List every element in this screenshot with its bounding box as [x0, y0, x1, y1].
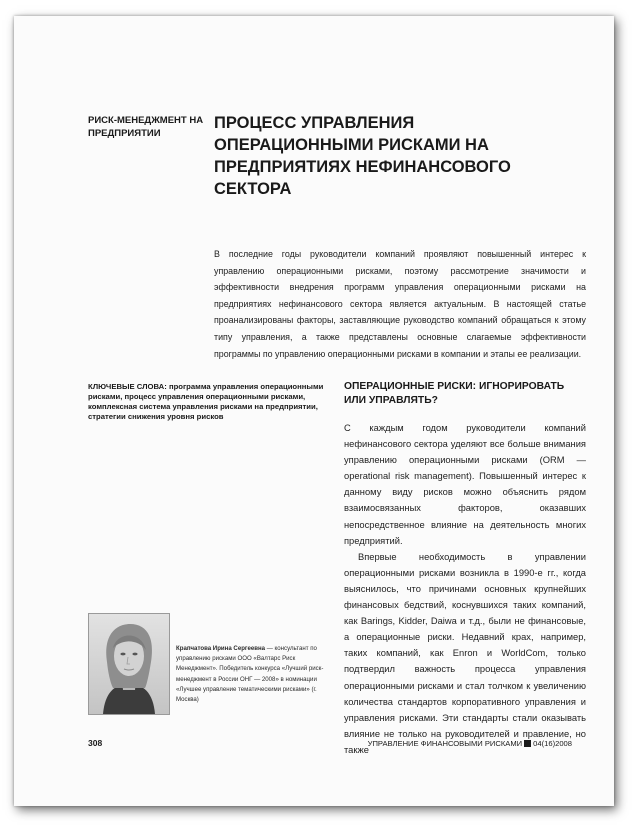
lead-paragraph — [214, 246, 586, 362]
portrait-photo-icon — [89, 614, 169, 714]
article-body — [344, 420, 586, 758]
page-number: 308 — [88, 738, 103, 748]
keywords-text: программа управления операционными рисками, процесс управления операционными рисками, комплексная система управления рисками на предприятии, стратегии снижения уровня рисков — [88, 382, 324, 421]
author-info — [176, 644, 324, 705]
body-paragraph-2: Впервые необходимость в управлении операционными рисками возникла в 1990-е гг., когда выяснилось, что причинами основных крупнейших финансовых бедствий, коснувшихся таких компаний, как Barings, Kidder, Daiwa и т.д., были не финансовые, а операционные риски. Недавний крах, например, таких компаний, как Enron и WorldCom, только подтвердил важность процесса управления операционными рисками и стал толчком к увеличению количества стандартов корпоративного управления и управления рисками. Эти стандарты стали оказывать влияние не только на руководителей и правление, но также — [344, 551, 586, 755]
square-bullet-icon — [524, 740, 531, 747]
journal-name: УПРАВЛЕНИЕ ФИНАНСОВЫМИ РИСКАМИ — [367, 739, 523, 748]
section-heading: ОПЕРАЦИОННЫЕ РИСКИ: ИГНОРИРОВАТЬ ИЛИ УПРАВЛЯТЬ? — [344, 381, 565, 406]
author-photo — [88, 613, 170, 715]
journal-issue: 04(16)2008 — [533, 739, 572, 748]
section-label: РИСК-МЕНЕДЖМЕНТ НА ПРЕДПРИЯТИИ — [88, 115, 204, 139]
author-name: Крапчатова Ирина Сергеевна — [176, 645, 266, 652]
footer-journal — [368, 739, 572, 748]
keywords-block — [88, 382, 324, 422]
author-bio: — консультант по управлению рисками ООО «Валтарс Риск Менеджмент». Победитель конкурса «Лучший риск-менеджмент в России ОНГ — 2008» в номинации «Лучшее управление тематическими рисками» (г. Москва) — [176, 645, 324, 704]
body-paragraph-1: С каждым годом руководители компаний нефинансового сектора уделяют все больше внимания управлению операционными рисками (ORM — operational risk management). Повышенный интерес к данному виду рисков можно объяснить рядом взаимосвязанных факторов, оказавших непосредственное влияние на деятельность многих предприятий. — [344, 423, 586, 546]
keywords-label: КЛЮЧЕВЫЕ СЛОВА: — [88, 382, 167, 391]
lead-text: В последние годы руководители компаний проявляют повышенный интерес к управлению операционными рисками, поэтому рассмотрение значимости и эффективности внедрения программ управления операционными рисками на предприятиях нефинансового сектора является актуальным. В настоящей статье проанализированы факторы, заставляющие руководство компаний обращаться к этому типу управления, а также представлены основные слагаемые эффективности программы по управлению операционными рисками в компании и этапы ее реализации. — [214, 249, 586, 359]
article-title: ПРОЦЕСС УПРАВЛЕНИЯ ОПЕРАЦИОННЫМИ РИСКАМИ НА ПРЕДПРИЯТИЯХ НЕФИНАНСОВОГО СЕКТОРА — [214, 114, 511, 198]
journal-page — [14, 16, 614, 806]
